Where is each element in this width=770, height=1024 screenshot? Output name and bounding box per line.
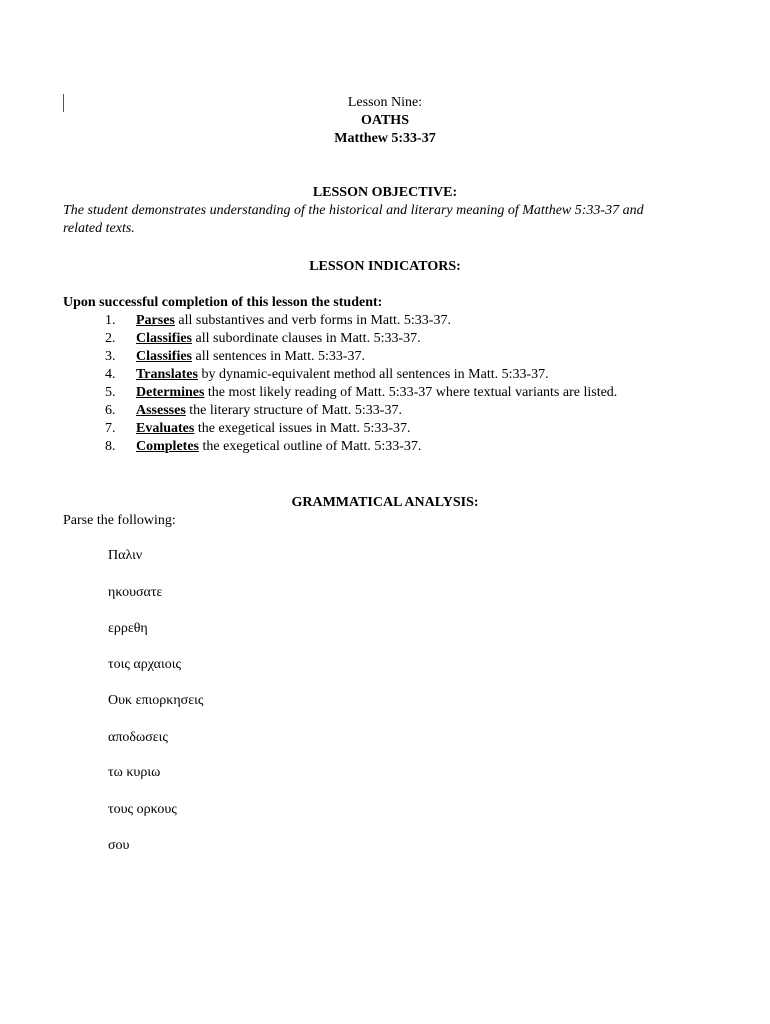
indicator-rest: the literary structure of Matt. 5:33-37. <box>185 403 402 418</box>
greek-word: Παλιν <box>108 548 143 563</box>
greek-word: Ουκ επιορκησεις <box>108 693 204 708</box>
indicator-verb: Classifies <box>136 349 192 364</box>
greek-word: τους ορκους <box>108 802 177 817</box>
grammar-heading: GRAMMATICAL ANALYSIS: <box>291 495 479 510</box>
indicator-rest: all subordinate clauses in Matt. 5:33-37. <box>192 331 421 346</box>
lesson-topic: OATHS <box>361 113 409 128</box>
objective-text-line1: The student demonstrates understanding of the historical and literary meaning of Matthew 5:33-37 and <box>63 203 644 218</box>
lesson-passage: Matthew 5:33-37 <box>334 131 436 146</box>
indicator-verb: Classifies <box>136 331 192 346</box>
indicator-number: 2. <box>105 331 116 346</box>
greek-word: ηκουσατε <box>108 585 163 600</box>
grammar-instruction: Parse the following: <box>63 513 176 528</box>
indicator-rest: the exegetical issues in Matt. 5:33-37. <box>194 421 411 436</box>
indicator-verb: Evaluates <box>136 421 195 436</box>
greek-word: αποδωσεις <box>108 730 168 745</box>
greek-word: σου <box>108 838 130 853</box>
indicators-heading: LESSON INDICATORS: <box>309 259 461 274</box>
greek-word: ερρεθη <box>108 621 148 636</box>
indicator-rest: the most likely reading of Matt. 5:33-37 where textual variants are listed. <box>204 385 618 400</box>
indicator-verb: Translates <box>136 367 198 382</box>
indicators-intro: Upon successful completion of this lesson the student: <box>63 295 383 310</box>
indicator-rest: by dynamic-equivalent method all sentences in Matt. 5:33-37. <box>197 367 549 382</box>
indicator-number: 4. <box>105 367 116 382</box>
indicator-rest: all sentences in Matt. 5:33-37. <box>192 349 366 364</box>
indicator-number: 8. <box>105 439 116 454</box>
indicator-number: 7. <box>105 421 116 436</box>
indicator-number: 6. <box>105 403 116 418</box>
indicator-number: 3. <box>105 349 116 364</box>
objective-heading: LESSON OBJECTIVE: <box>312 185 458 200</box>
greek-word: τοις αρχαιοις <box>108 657 182 672</box>
indicator-verb: Determines <box>136 385 205 400</box>
objective-text-line2: related texts. <box>63 221 135 236</box>
indicator-verb: Parses <box>136 313 175 328</box>
greek-word: τω κυριω <box>108 765 161 780</box>
indicator-rest: all substantives and verb forms in Matt. 5:33-37. <box>174 313 451 328</box>
indicator-rest: the exegetical outline of Matt. 5:33-37. <box>199 439 422 454</box>
indicator-number: 1. <box>105 313 116 328</box>
lesson-number: Lesson Nine: <box>347 95 423 110</box>
indicator-verb: Completes <box>136 439 199 454</box>
indicator-number: 5. <box>105 385 116 400</box>
indicator-verb: Assesses <box>136 403 186 418</box>
